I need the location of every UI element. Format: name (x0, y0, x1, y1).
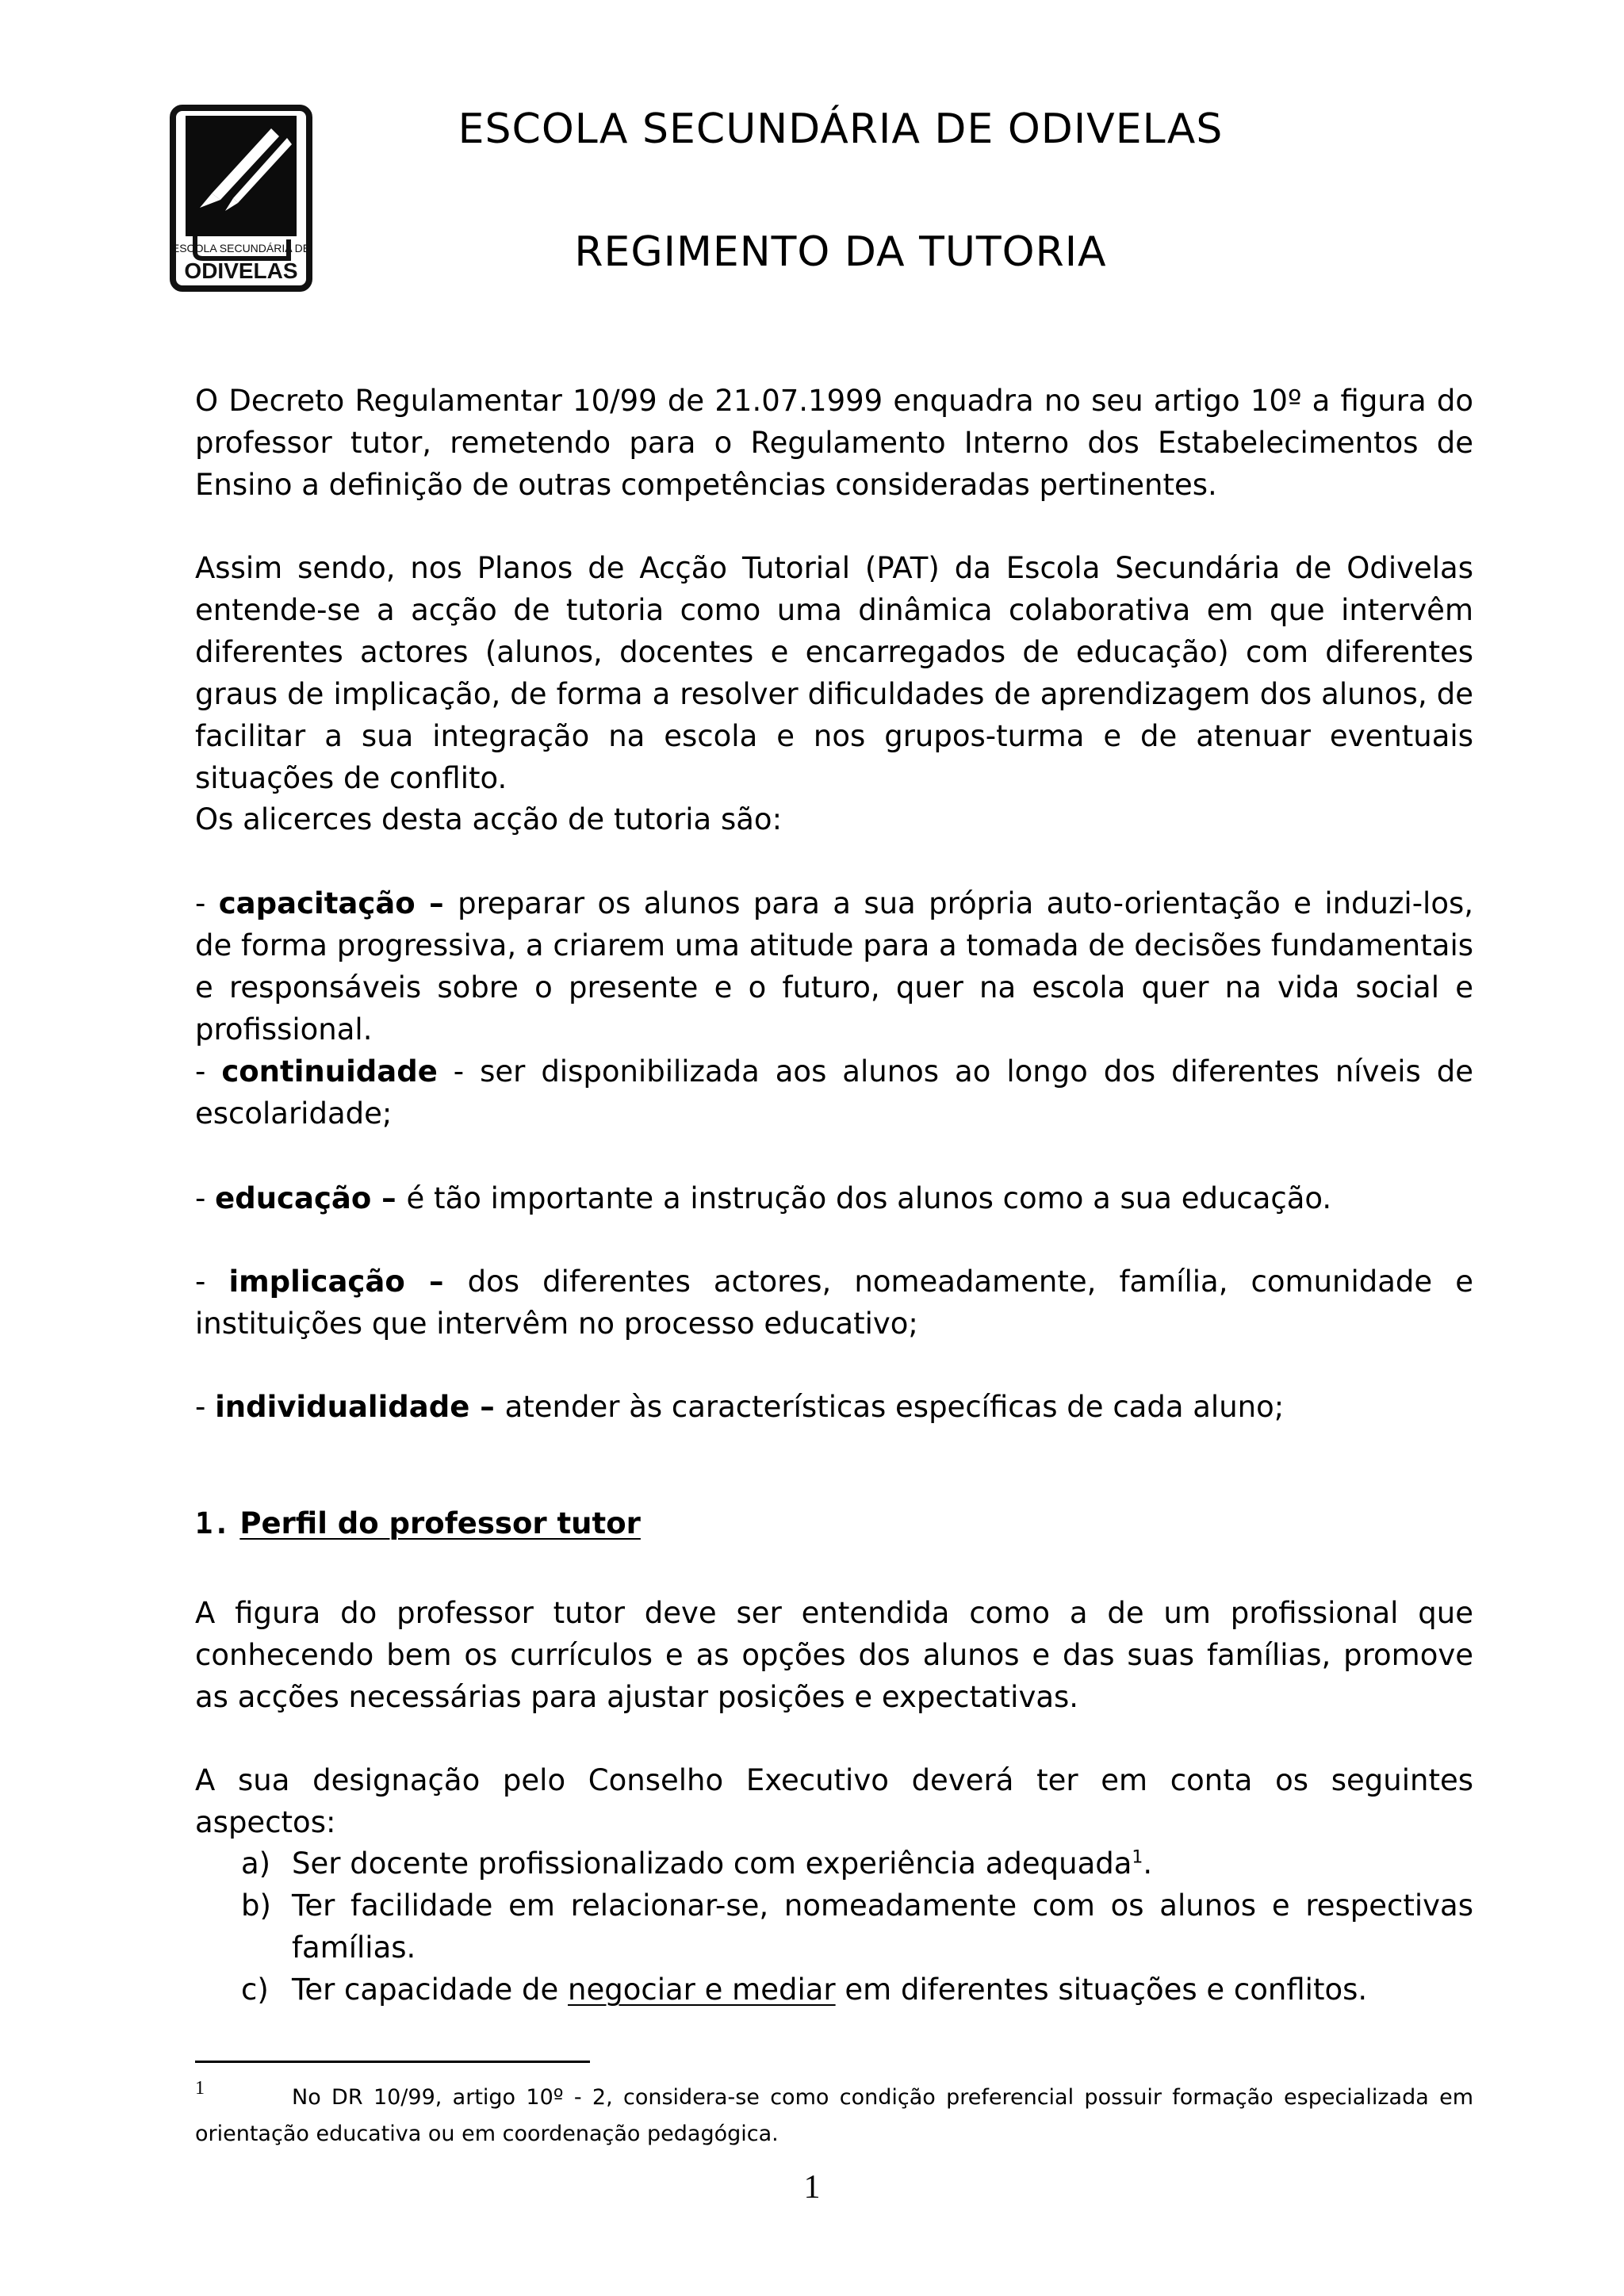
page-number: 1 (803, 2169, 821, 2206)
intro-paragraph-1: O Decreto Regulamentar 10/99 de 21.07.1999 enquadra no seu artigo 10º a figura do professor tutor, remetendo para o Regulamento Interno dos Estabelecimentos de Ensino a definição de outras competências consideradas pertinentes. (195, 384, 1473, 502)
pillar-item: - continuidade - ser disponibilizada aos alunos ao longo dos diferentes níveis de escolaridade; (195, 1054, 1473, 1131)
aspects-list (241, 1843, 1473, 2011)
section-paragraph-1: A figura do professor tutor deve ser entendida como a de um profissional que conhecendo bem os currículos e as opções dos alunos e das suas famílias, promove as acções necessárias para ajustar posições e expectativas. (195, 1596, 1473, 1714)
pillar-item: - educação – é tão importante a instrução dos alunos como a sua educação. (195, 1181, 1332, 1215)
pillar-item: - implicação – dos diferentes actores, nomeadamente, família, comunidade e instituições que intervêm no processo educativo; (195, 1265, 1474, 1341)
pillar-item: - capacitação – preparar os alunos para a sua própria auto-orientação e induzi-los, de forma progressiva, a criarem uma atitude para a tomada de decisões fundamentais e responsáveis sobre o presente e o futuro, quer na escola quer na vida social e profissional. (195, 886, 1473, 1047)
list-item: b) Ter facilidade em relacionar-se, nomeadamente com os alunos e respectivas famílias. (241, 1888, 1473, 1965)
school-name: ESCOLA SECUNDÁRIA DE ODIVELAS (458, 105, 1224, 153)
list-item: c) Ter capacidade de negociar e mediar em diferentes situações e conflitos. (241, 1973, 1368, 2007)
section-paragraph-2: A sua designação pelo Conselho Executivo deverá ter em conta os seguintes aspectos: (195, 1763, 1473, 1839)
section-heading: 1. Perfil do professor tutor (195, 1506, 641, 1540)
intro-paragraph-2: Assim sendo, nos Planos de Acção Tutorial (PAT) da Escola Secundária de Odivelas entende-se a acção de tutoria como uma dinâmica colaborativa em que intervêm diferentes actores (alunos, docentes e encarregados de educação) com diferentes graus de implicação, de forma a resolver dificuldades de aprendizagem dos alunos, de facilitar a sua integração na escola e nos grupos-turma e de atenuar eventuais situações de conflito. (195, 551, 1473, 795)
footnote: 1 No DR 10/99, artigo 10º - 2, considera-se como condição preferencial possuir formação especializada em orientação educativa ou em coordenação pedagógica. (195, 2078, 1473, 2146)
school-logo (168, 105, 314, 292)
list-item: a) Ser docente profissionalizado com experiência adequada$^1$. (241, 1846, 1153, 1881)
pillar-item: - individualidade – atender às características específicas de cada aluno; (195, 1390, 1285, 1424)
svg-text:ODIVELAS: ODIVELAS (184, 258, 298, 283)
footnote-separator (195, 2061, 590, 2063)
document-title: REGIMENTO DA TUTORIA (574, 228, 1107, 276)
svg-text:ESCOLA SECUNDÁRIA DE: ESCOLA SECUNDÁRIA DE (171, 242, 311, 254)
intro-paragraph-3: Os alicerces desta acção de tutoria são: (195, 802, 783, 836)
